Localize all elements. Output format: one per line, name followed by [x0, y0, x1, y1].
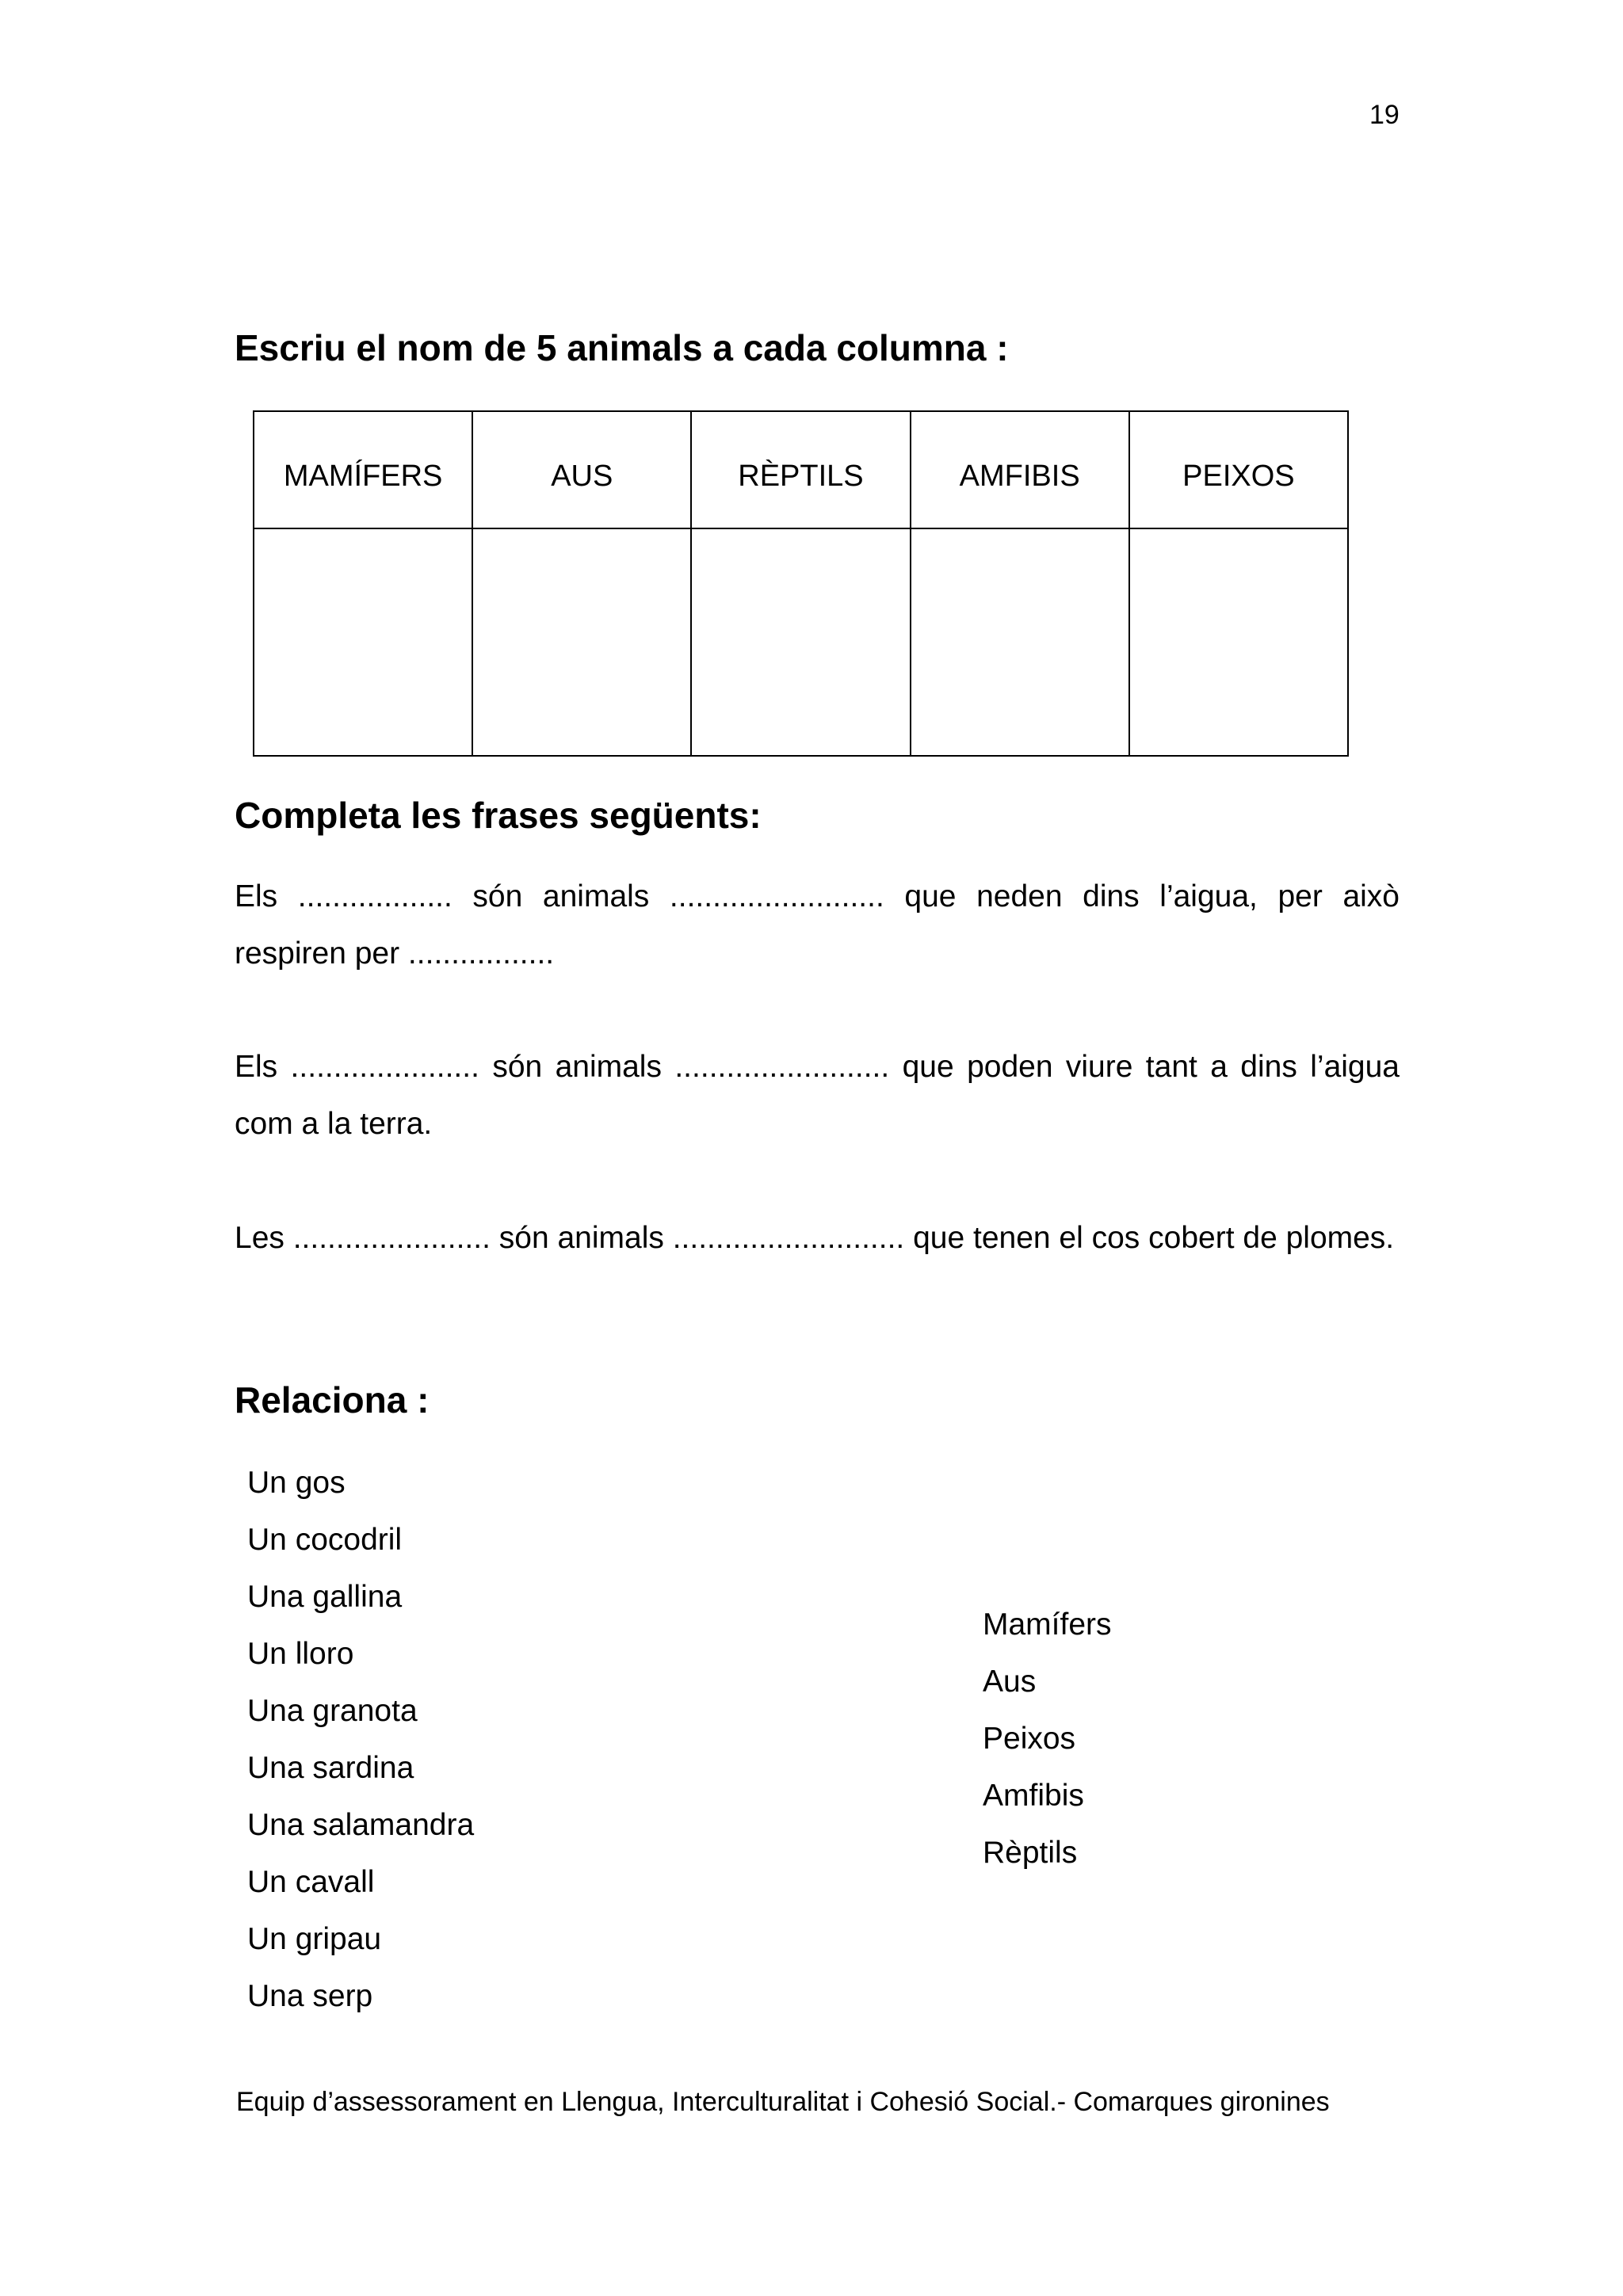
answer-cell[interactable] — [254, 528, 472, 756]
fill-in-sentence: Les ....................... són animals ........................... que tenen el cos cobert de plomes. — [235, 1221, 1395, 1255]
list-item: Una serp — [247, 1979, 373, 2013]
group-list — [983, 1596, 1112, 1882]
list-item: Una gallina — [247, 1580, 403, 1614]
answer-cell[interactable] — [472, 528, 691, 756]
column-header: AMFIBIS — [911, 411, 1129, 528]
animal-classification-table — [253, 410, 1349, 757]
column-header: AUS — [472, 411, 691, 528]
list-item: Un gripau — [247, 1922, 382, 1956]
column-header: MAMÍFERS — [254, 411, 472, 528]
section-heading-match: Relaciona : — [235, 1379, 430, 1421]
table-answer-row — [254, 528, 1348, 756]
list-item: Una salamandra — [247, 1808, 475, 1842]
list-item: Peixos — [983, 1722, 1076, 1756]
list-item: Un cavall — [247, 1865, 375, 1899]
answer-cell[interactable] — [691, 528, 910, 756]
answer-cell[interactable] — [1129, 528, 1348, 756]
fill-in-sentence: Els ...................... són animals ......................... que poden viure tant a dins l’aigua com a la terra. — [235, 1050, 1400, 1141]
column-header: PEIXOS — [1129, 411, 1348, 528]
list-item: Mamífers — [983, 1608, 1112, 1642]
fill-in-sentence: Els .................. són animals ......................... que neden dins l’aigua, per això respiren per ................. — [235, 879, 1400, 971]
column-header: RÈPTILS — [691, 411, 910, 528]
list-item: Rèptils — [983, 1836, 1078, 1870]
table-header-row — [254, 411, 1348, 528]
page-number: 19 — [1369, 100, 1400, 130]
list-item: Un lloro — [247, 1637, 354, 1671]
list-item: Un cocodril — [247, 1523, 403, 1557]
list-item: Una granota — [247, 1694, 418, 1728]
list-item: Un gos — [247, 1466, 346, 1500]
list-item: Amfibis — [983, 1779, 1084, 1813]
answer-cell[interactable] — [911, 528, 1129, 756]
page-footer: Equip d’assessorament en Llengua, Interculturalitat i Cohesió Social.- Comarques gironines — [236, 2087, 1330, 2117]
list-item: Una sardina — [247, 1751, 414, 1785]
section-heading-sentences: Completa les frases següents: — [235, 795, 762, 836]
list-item: Aus — [983, 1665, 1037, 1699]
section-heading-columns: Escriu el nom de 5 animals a cada columna : — [235, 327, 1009, 368]
animal-list — [247, 1455, 474, 2025]
